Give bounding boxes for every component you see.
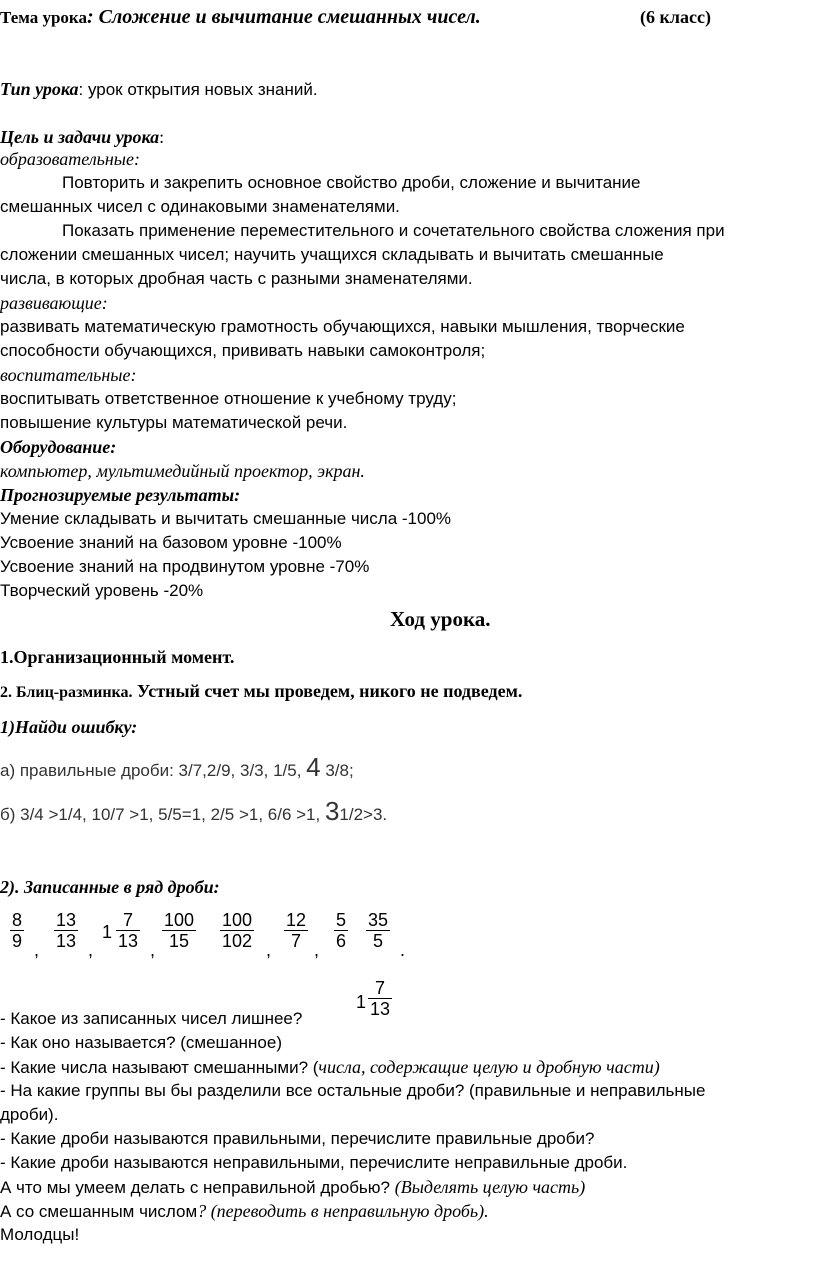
numerator: 8 [12,910,23,930]
separator: , [314,940,320,960]
fraction [366,910,390,951]
numerator: 100 [164,910,195,930]
task1-b-post: 1/2>3. [339,805,388,824]
course-title: Ход урока. [390,607,491,631]
fraction [10,910,24,951]
task1-b-big: 3 [324,796,340,826]
educational-label: образовательные: [0,149,140,169]
step2-text: Устный счет мы проведем, никого не подведем. [132,681,523,701]
fraction [116,910,140,951]
question [0,1176,585,1199]
extra-whole: 1 [356,992,367,1012]
equipment-label: Оборудование: [0,437,117,457]
question-text: - Какие числа называют смешанными? ( [0,1058,319,1077]
dev-line1: развивать математическую грамотность обучающихся, навыки мышления, творческие [0,317,685,336]
result-item: Творческий уровень -20% [0,581,204,600]
fraction [162,910,196,951]
topic-value: : Сложение и вычитание смешанных чисел. [86,6,481,28]
question-text: А со смешанным числом [0,1202,198,1221]
question: - На какие группы вы бы разделили все остальные дроби? (правильные и неправильные [0,1081,706,1100]
goals-heading [0,126,164,148]
task1-b [0,796,388,826]
question [0,1200,489,1223]
separator: , [88,940,94,960]
lesson-type-line [0,78,318,101]
task1-a-pre: а) правильные дроби: 3/7,2/9, 3/3, 1/5, [0,761,307,780]
numerator: 35 [368,910,389,930]
goals-label: Цель и задачи урока [0,127,160,147]
result-item: Усвоение знаний на продвинутом уровне -70% [0,557,370,576]
developing-label: развивающие: [0,293,108,313]
up-line1: воспитывать ответственное отношение к учебному труду; [0,389,457,408]
end-dot: . [400,940,406,960]
lesson-type-value: : урок открытия новых знаний. [78,80,318,99]
closing-remark: Молодцы! [0,1225,80,1244]
question-cont: дроби). [0,1105,59,1124]
separator: , [266,940,272,960]
step1: 1.Организационный момент. [0,647,235,667]
denominator: 13 [370,999,391,1019]
grade-label: (6 класс) [640,7,711,27]
task1-a-big: 4 [306,752,321,782]
result-item: Усвоение знаний на базовом уровне -100% [0,533,342,552]
step2-label: 2. Блиц-разминка. [0,684,133,701]
result-item: Умение складывать и вычитать смешанные числа -100% [0,509,452,528]
fraction [334,910,348,951]
denominator: 13 [118,931,139,951]
numerator: 5 [336,910,347,930]
lesson-topic-line [0,6,711,29]
extra-fraction [368,978,392,1019]
task1-a-post: 3/8; [320,761,354,780]
upbringing-label: воспитательные: [0,365,137,385]
question-answer: (Выделять целую часть) [394,1177,586,1197]
dev-line2: способности обучающихся, прививать навыки самоконтроля; [0,341,486,360]
fraction [284,910,308,951]
task1-a [0,752,354,782]
question: - Какие дроби называются неправильными, перечислите неправильные дроби. [0,1153,628,1172]
up-line2: повышение культуры математической речи. [0,413,348,432]
question-text: А что мы умеем делать с неправильной дробью? [0,1178,395,1197]
task1-b-pre: б) 3/4 >1/4, 10/7 >1, 5/5=1, 2/5 >1, 6/6 >1, [0,805,325,824]
numerator: 7 [123,910,134,930]
fraction [54,910,78,951]
denominator: 9 [12,931,23,951]
numerator: 100 [222,910,253,930]
question [0,1056,660,1079]
denominator: 13 [56,931,77,951]
question: - Как оно называется? (смешанное) [0,1033,282,1052]
denominator: 7 [291,931,302,951]
edu-p2-line3: числа, в которых дробная часть с разными знаменателями. [0,269,473,288]
denominator: 5 [373,931,384,951]
task2-title: 2). Записанные в ряд дроби: [0,877,220,897]
edu-p2-line2: сложении смешанных чисел; научить учащихся складывать и вычитать смешанные [0,245,664,264]
edu-p1-line1: Повторить и закрепить основное свойство дроби, сложение и вычитание [62,173,641,192]
task1-title: 1)Найди ошибку: [0,717,138,737]
step2-line [0,680,522,704]
lesson-type-label: Тип урока [0,79,79,99]
denominator: 15 [169,931,190,951]
question: - Какие дроби называются правильными, перечислите правильные дроби? [0,1129,595,1148]
edu-p2-line1: Показать применение переместительного и сочетательного свойства сложения при [62,221,725,240]
question: - Какое из записанных чисел лишнее? [0,1009,303,1028]
results-label: Прогнозируемые результаты: [0,485,241,505]
separator: , [150,940,156,960]
numerator: 12 [286,910,307,930]
separator: , [34,940,40,960]
numerator: 7 [375,978,386,998]
numerator: 13 [56,910,77,930]
edu-p1-line2: смешанных чисел с одинаковыми знаменателями. [0,197,400,216]
question-answer: числа, содержащие целую и дробную части) [318,1057,660,1077]
denominator: 102 [222,931,253,951]
whole-part: 1 [102,922,113,942]
fraction [220,910,254,951]
question-answer: ? (переводить в неправильную дробь). [197,1201,489,1221]
denominator: 6 [336,931,347,951]
topic-label: Тема урока [0,8,87,27]
goals-colon: : [159,127,165,147]
equipment-value: компьютер, мультимедийный проектор, экран. [0,461,365,481]
